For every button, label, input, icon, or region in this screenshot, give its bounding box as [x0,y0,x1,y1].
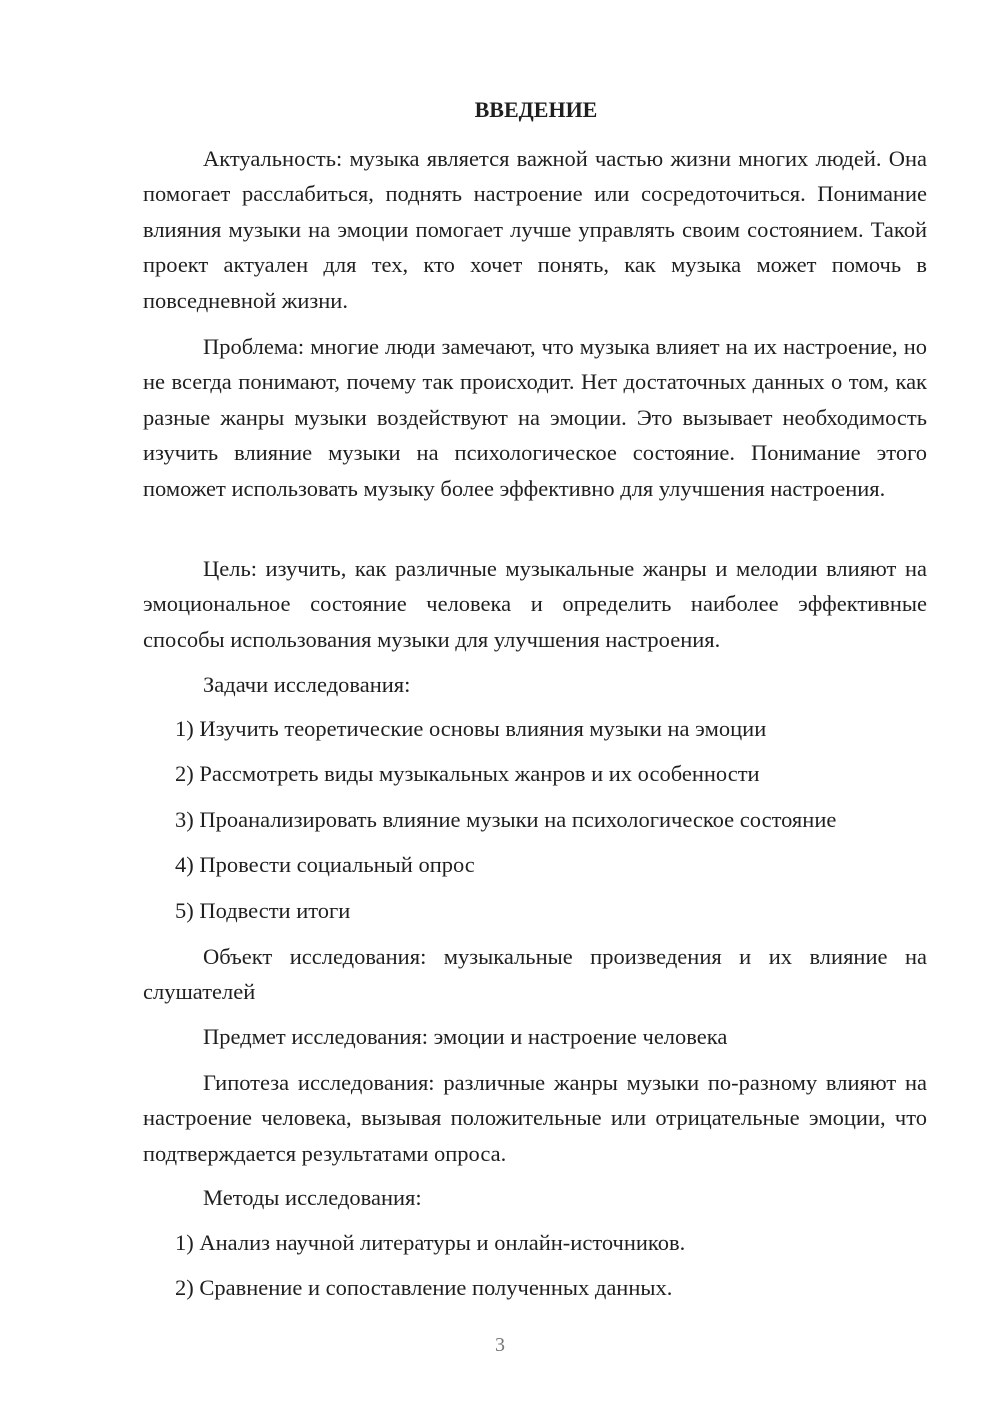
relevance-block [143,141,927,332]
hypothesis-block [143,1065,927,1171]
section-heading: ВВЕДЕНИЕ [474,97,598,122]
problem-paragraph: Проблема: многие люди замечают, что музыка влияет на их настроение, но не всегда понимают, почему так происходит. Нет достаточных данных о том, как разные жанры музыки воздействуют на эмоции. Это вызывает необходимость изучить влияние музыки на психологическое состояние. Понимание этого поможет использовать музыку более эффективно для улучшения настроения. [143,334,927,501]
subject-block [143,1019,927,1054]
list-item: 3) Проанализировать влияние музыки на психологическое состояние [175,806,837,832]
relevance-paragraph: Актуальность: музыка является важной частью жизни многих людей. Она помогает расслабиться, поднять настроение или сосредоточиться. Понимание влияния музыки на эмоции помогает лучше управлять своим состоянием. Такой проект актуален для тех, кто хочет понять, как музыка может помочь в повседневной жизни. [143,146,927,313]
goal-block [143,551,927,657]
methods-block [143,1180,927,1215]
hypothesis-paragraph: Гипотеза исследования: различные жанры музыки по-разному влияют на настроение человека, вызывая положительные или отрицательные эмоции, что подтверждается результатами опроса. [143,1070,927,1166]
problem-block [143,329,927,506]
list-item: 2) Рассмотреть виды музыкальных жанров и их особенности [175,761,760,787]
tasks-block [143,667,927,702]
goal-paragraph: Цель: изучить, как различные музыкальные жанры и мелодии влияют на эмоциональное состояние человека и определить наиболее эффективные способы использования музыки для улучшения настроения. [143,556,927,652]
tasks-heading: Задачи исследования: [203,672,411,697]
list-item: 5) Подвести итоги [175,897,351,923]
list-item: 2) Сравнение и сопоставление полученных данных. [175,1275,673,1301]
methods-list [143,1220,927,1311]
page-number: 3 [495,1334,505,1356]
methods-heading: Методы исследования: [203,1185,422,1210]
tasks-list [143,706,927,933]
object-paragraph: Объект исследования: музыкальные произведения и их влияние на слушателей [143,944,927,1005]
list-item: 4) Провести социальный опрос [175,852,475,878]
subject-paragraph: Предмет исследования: эмоции и настроение человека [203,1024,728,1049]
list-item: 1) Изучить теоретические основы влияния музыки на эмоции [175,716,767,741]
object-block [143,939,927,1010]
list-item: 1) Анализ научной литературы и онлайн-источников. [175,1230,686,1255]
